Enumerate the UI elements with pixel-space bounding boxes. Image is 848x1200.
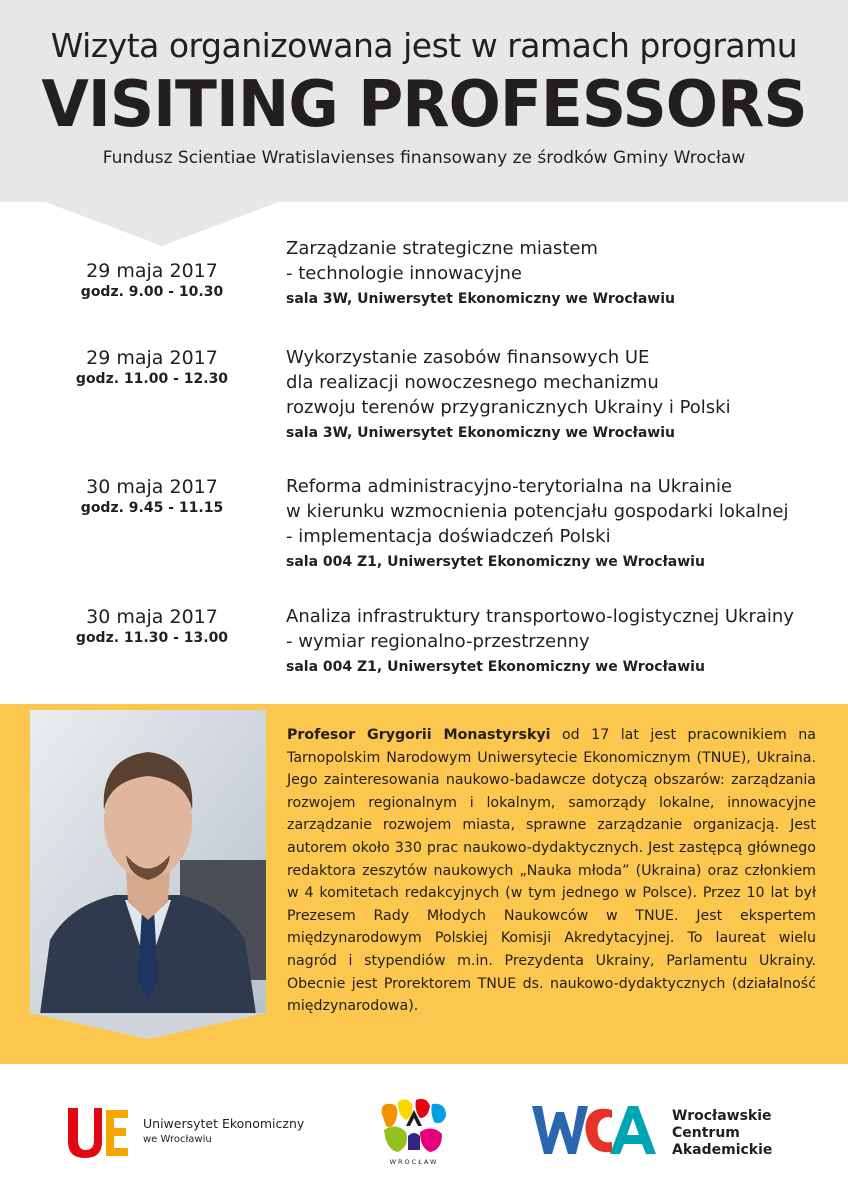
event-room: sala 004 Z1, Uniwersytet Ekonomiczny we Wrocławiu xyxy=(286,554,705,570)
event-time: godz. 9.45 - 11.15 xyxy=(80,500,224,516)
event-date-block xyxy=(40,476,264,518)
event-date: 29 maja 2017 xyxy=(86,260,218,282)
event-body xyxy=(286,345,826,446)
wca-logo xyxy=(532,1104,656,1160)
wca-name-line: Akademickie xyxy=(672,1142,773,1158)
ue-logo xyxy=(66,1106,130,1164)
event-body xyxy=(286,236,826,312)
event-body xyxy=(286,604,826,680)
wca-name xyxy=(672,1108,772,1159)
event-body xyxy=(286,474,826,575)
wca-logo-icon xyxy=(532,1104,656,1156)
event-title-line: Analiza infrastruktury transportowo-logistycznej Ukrainy xyxy=(286,606,794,627)
event-title-line: w kierunku wzmocnienia potencjału gospodarki lokalnej xyxy=(286,501,789,522)
portrait-illustration xyxy=(30,710,266,1014)
event-time: godz. 9.00 - 10.30 xyxy=(80,284,224,300)
event-title-line: rozwoju terenów przygranicznych Ukrainy i Polski xyxy=(286,397,731,418)
event-title-line: Reforma administracyjno-terytorialna na Ukrainie xyxy=(286,476,733,497)
header-notch xyxy=(40,200,284,246)
bio-text xyxy=(287,724,816,1018)
pre-title: Wizyta organizowana jest w ramach programu xyxy=(50,26,798,65)
page-title: VISITING PROFESSORS xyxy=(41,68,807,142)
ue-name: Uniwersytet Ekonomiczny xyxy=(143,1116,305,1131)
event-time: godz. 11.30 - 13.00 xyxy=(75,630,229,646)
wroclaw-logo xyxy=(376,1096,452,1162)
event-date-block xyxy=(40,347,264,389)
event-title-line: - implementacja doświadczeń Polski xyxy=(286,526,611,547)
event-title-line: - technologie innowacyjne xyxy=(286,263,522,284)
wroclaw-logo-icon xyxy=(376,1096,452,1158)
photo-chevron xyxy=(30,1013,266,1039)
event-title-line: Wykorzystanie zasobów finansowych UE xyxy=(286,347,650,368)
wca-name-line: Centrum xyxy=(672,1125,740,1141)
event-date: 30 maja 2017 xyxy=(86,476,218,498)
professor-name: Profesor Grygorii Monastyrskyi xyxy=(287,727,551,743)
event-title-line: Zarządzanie strategiczne miastem xyxy=(286,238,598,259)
event-room: sala 3W, Uniwersytet Ekonomiczny we Wrocławiu xyxy=(286,425,675,441)
event-title-line: dla realizacji nowoczesnego mechanizmu xyxy=(286,372,659,393)
ue-city: we Wrocławiu xyxy=(143,1134,212,1145)
event-title-line: - wymiar regionalno-przestrzenny xyxy=(286,631,590,652)
bio-section xyxy=(0,704,848,1064)
event-date-block xyxy=(40,606,264,648)
event-date-block xyxy=(40,260,264,302)
ue-logo-icon xyxy=(66,1106,130,1160)
event-room: sala 004 Z1, Uniwersytet Ekonomiczny we Wrocławiu xyxy=(286,659,705,675)
event-room: sala 3W, Uniwersytet Ekonomiczny we Wrocławiu xyxy=(286,291,675,307)
wca-name-line: Wrocławskie xyxy=(672,1108,772,1124)
event-time: godz. 11.00 - 12.30 xyxy=(75,371,229,387)
wroclaw-caption: WROCŁAW xyxy=(389,1158,439,1166)
footer-logos xyxy=(0,1064,848,1200)
bio-description: od 17 lat jest pracownikiem na Tarnopolskim Narodowym Uniwersytecie Ekonomicznym (TNUE), Ukraina. Jego zainteresowania naukowo-badawcze dotyczą obszarów: zarządzania rozwojem regionalnym i lokalnym, samorządy lokalne, innowacyjne zarządzanie rozwojem miasta, sprawne zarządzanie organizacją. Jest autorem około 330 prac naukowo-dydaktycznych. Jest zastępcą głównego redaktora zeszytów naukowych „Nauka młoda” (Ukraina) oraz członkiem w 4 komitetach redakcyjnych (w tym jednego w Polsce). Przez 10 lat był Prezesem Rady Młodych Naukowców w TNUE. Jest ekspertem międzynarodowym Polskiej Komisji Akredytacyjnej. To laureat wielu nagród i stypendiów m.in. Prezydenta Ukrainy, Parlamentu Ukrainy. Obecnie jest Prorektorem TNUE ds. naukowo-dydaktycznych (działalność międzynarodowa). xyxy=(287,727,816,1015)
event-date: 29 maja 2017 xyxy=(86,347,218,369)
event-date: 30 maja 2017 xyxy=(86,606,218,628)
professor-photo xyxy=(30,710,266,1014)
subtitle: Fundusz Scientiae Wratislavienses finansowany ze środków Gminy Wrocław xyxy=(102,148,746,168)
